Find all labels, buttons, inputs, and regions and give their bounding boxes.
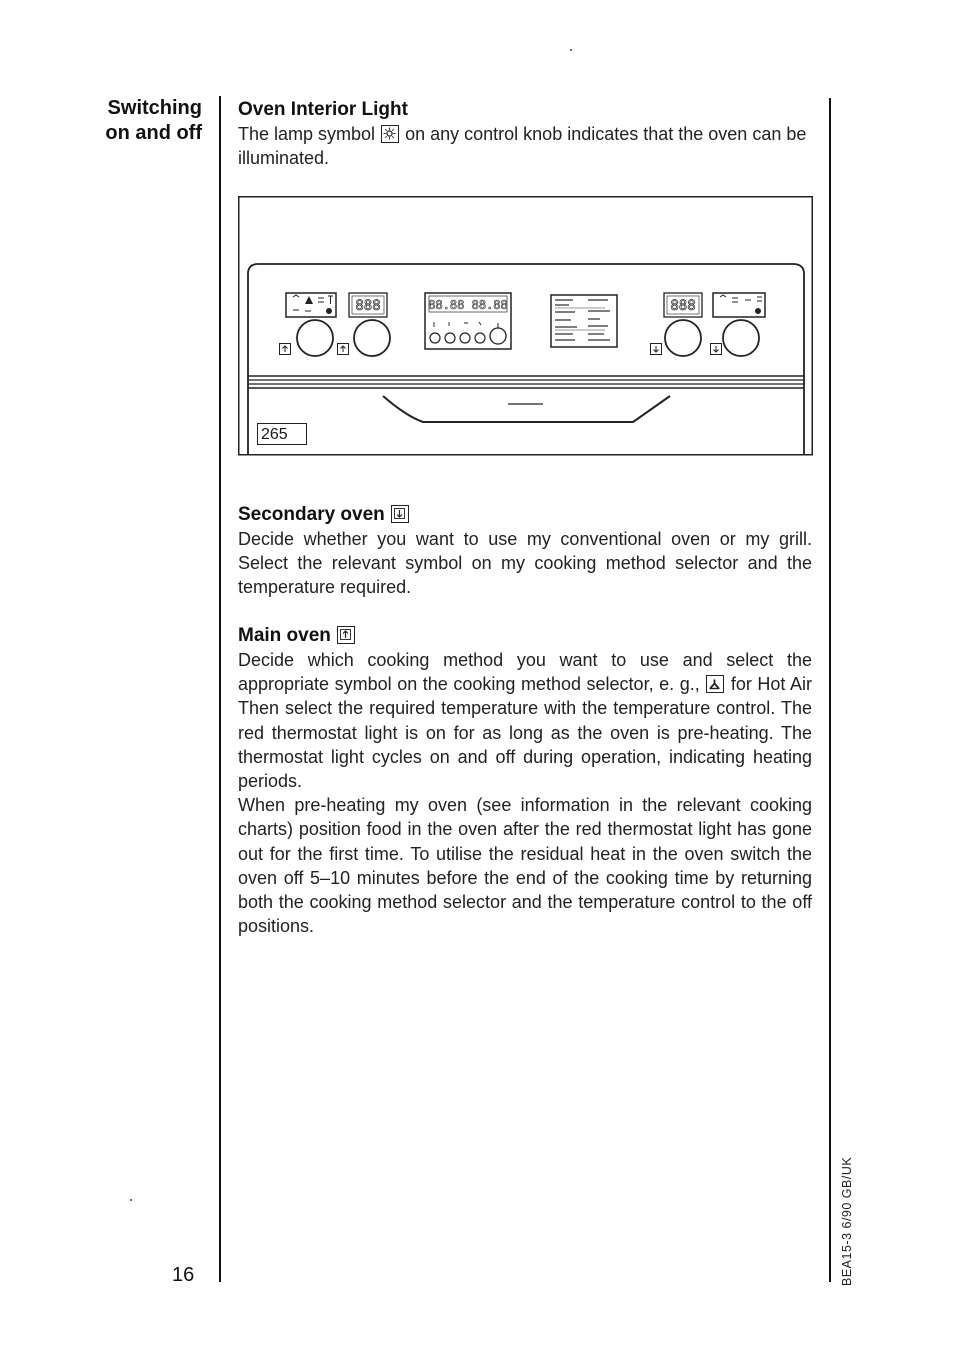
lamp-icon <box>381 125 399 143</box>
clock-timer-panel <box>424 292 512 350</box>
arrow-up-icon <box>337 343 349 355</box>
instruction-panel <box>550 294 618 348</box>
main-oven-heading-text: Main oven <box>238 625 331 646</box>
oven-light-text <box>238 122 812 170</box>
secondary-oven-text: Decide whether you want to use my conventional oven or my grill. Select the relevant symbol on my cooking method selector and the temperature required. <box>238 529 812 598</box>
main-oven-section <box>238 624 812 938</box>
knob-right-2 <box>721 318 761 358</box>
speck <box>570 49 572 51</box>
knob-right-1 <box>663 318 703 358</box>
section-title <box>60 96 202 146</box>
page-number: 16 <box>172 1264 195 1286</box>
temperature-readout-right: 888 <box>670 298 696 314</box>
document-code: BEA15-3 6/90 GB/UK <box>840 1156 854 1286</box>
knob-left-1 <box>295 318 335 358</box>
figure-label-text: 265 <box>261 426 288 443</box>
main-oven-paragraph-1-start: Decide which cooking method you want to use and select the appropriate symbol on the cooking method selector, e. g., <box>238 650 812 695</box>
temperature-display-left <box>348 292 388 318</box>
function-symbols-panel-left <box>285 292 337 318</box>
main-oven-paragraph-1 <box>238 648 812 793</box>
section-title-line-1: Switching <box>107 97 202 119</box>
oven-light-text-after: on any control knob indicates that the oven can be illuminated. <box>238 124 807 169</box>
secondary-oven-heading <box>238 503 812 527</box>
fan-icon <box>706 675 724 693</box>
oven-light-section <box>238 98 812 170</box>
function-symbols-panel-right <box>712 292 766 318</box>
arrow-up-icon <box>279 343 291 355</box>
main-oven-paragraph-1-end: for Hot Air Then select the required temperature with the temperature control. The red thermostat light is on for as long as the oven is pre-heating. The thermostat light cycles on and off during operation, indicating heating periods. <box>238 674 812 792</box>
right-margin-rule <box>829 98 831 1282</box>
speck <box>130 1199 132 1201</box>
temperature-readout-left: 888 <box>355 298 381 314</box>
left-margin-rule <box>219 96 221 1282</box>
arrow-down-icon <box>391 505 409 523</box>
main-oven-paragraph-2: When pre-heating my oven (see information in the relevant cooking charts) position food in the oven after the red thermostat light has gone out for the first time. To utilise the residual heat in the oven switch the oven off 5–10 minutes before the end of the cooking time by returning both the cooking method selector and the temperature control to the off positions. <box>238 795 812 937</box>
oven-light-heading: Oven Interior Light <box>238 99 408 120</box>
temperature-display-right <box>663 292 703 318</box>
section-title-line-2: on and off <box>105 122 202 144</box>
arrow-down-icon <box>710 343 722 355</box>
figure-label <box>257 423 307 445</box>
arrow-up-icon <box>337 626 355 644</box>
arrow-down-icon <box>650 343 662 355</box>
secondary-oven-heading-text: Secondary oven <box>238 504 385 525</box>
oven-control-panel-figure <box>238 196 813 456</box>
clock-readout: 88.88 88.88 <box>428 298 508 312</box>
secondary-oven-section <box>238 503 812 600</box>
knob-left-2 <box>352 318 392 358</box>
oven-light-text-before: The lamp symbol <box>238 124 376 144</box>
main-oven-heading <box>238 624 812 648</box>
